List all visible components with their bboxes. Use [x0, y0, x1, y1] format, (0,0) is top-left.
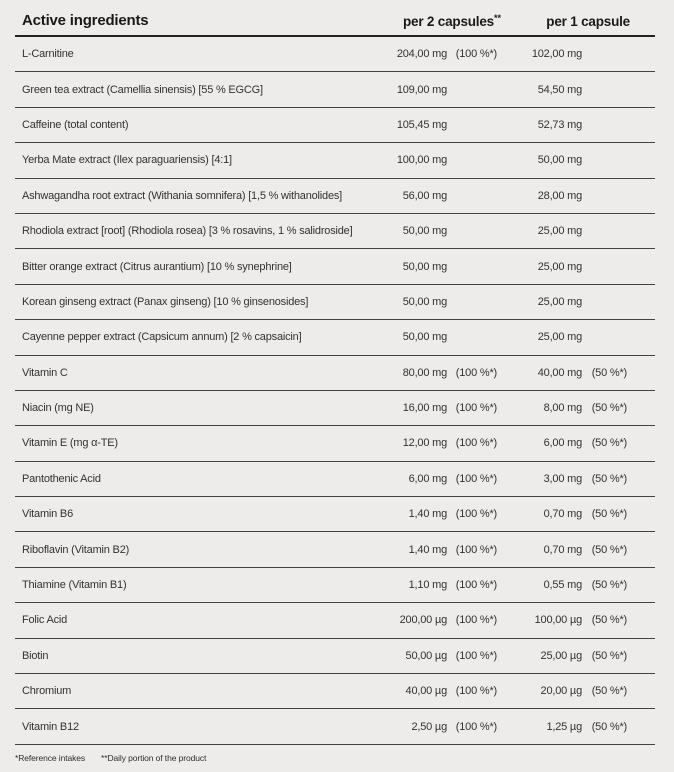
- per1-percent: (50 %*): [591, 402, 627, 415]
- per1-percent: (50 %*): [591, 508, 627, 521]
- per2-percent: (100 %*): [455, 508, 497, 521]
- per2-percent: (100 %*): [455, 614, 497, 627]
- per1-amount: 25,00 mg: [537, 295, 582, 308]
- table-row: [15, 320, 655, 355]
- per2-percent: (100 %*): [455, 579, 497, 592]
- ingredient-name: Korean ginseng extract (Panax ginseng) [10 % ginsenosides]: [22, 295, 309, 308]
- ingredient-name: Ashwagandha root extract (Withania somnifera) [1,5 % withanolides]: [22, 189, 343, 202]
- table-row: [15, 143, 655, 178]
- per2-percent: (100 %*): [455, 472, 497, 485]
- table-row: [15, 356, 655, 391]
- table-row: [15, 214, 655, 249]
- footnotes: [15, 745, 655, 763]
- per2-amount: 50,00 µg: [405, 649, 447, 662]
- per2-amount: 12,00 mg: [402, 437, 447, 450]
- ingredient-name: Biotin: [22, 649, 49, 662]
- ingredient-name: Green tea extract (Camellia sinensis) [55 % EGCG]: [22, 83, 263, 96]
- ingredient-name: Bitter orange extract (Citrus aurantium) [10 % synephrine]: [22, 260, 292, 273]
- table-row: [15, 674, 655, 709]
- per1-amount: 6,00 mg: [543, 437, 582, 450]
- table-title: Active ingredients: [22, 12, 149, 29]
- table-row: [15, 426, 655, 461]
- ingredient-name: Rhodiola extract [root] (Rhodiola rosea) [3 % rosavins, 1 % salidroside]: [22, 225, 353, 238]
- per1-percent: (50 %*): [591, 579, 627, 592]
- per1-amount: 3,00 mg: [543, 472, 582, 485]
- per2-percent: (100 %*): [455, 720, 497, 733]
- ingredient-name: L-Carnitine: [22, 48, 74, 61]
- per1-amount: 1,25 µg: [546, 720, 582, 733]
- per1-percent: (50 %*): [591, 649, 627, 662]
- table-row: [15, 72, 655, 107]
- ingredient-name: Vitamin B6: [22, 508, 73, 521]
- per1-percent: (50 %*): [591, 543, 627, 556]
- ingredient-name: Folic Acid: [22, 614, 68, 627]
- per2-amount: 100,00 mg: [396, 154, 447, 167]
- per1-amount: 100,00 µg: [534, 614, 582, 627]
- per1-amount: 20,00 µg: [540, 685, 582, 698]
- per1-amount: 0,70 mg: [543, 508, 582, 521]
- per1-amount: 102,00 mg: [531, 48, 582, 61]
- ingredient-name: Vitamin C: [22, 366, 68, 379]
- footnote-reference-intakes: *Reference intakes: [15, 752, 86, 763]
- table-row: [15, 603, 655, 638]
- per1-amount: 0,70 mg: [543, 543, 582, 556]
- column-header-per-2-capsules: [361, 13, 501, 29]
- per1-amount: 40,00 mg: [537, 366, 582, 379]
- per1-percent: (50 %*): [591, 614, 627, 627]
- per1-amount: 25,00 mg: [537, 260, 582, 273]
- per2-percent: (100 %*): [455, 366, 497, 379]
- per2-amount: 50,00 mg: [402, 295, 447, 308]
- ingredient-name: Chromium: [22, 685, 72, 698]
- per2-amount: 50,00 mg: [402, 225, 447, 238]
- per2-amount: 56,00 mg: [402, 189, 447, 202]
- per1-amount: 28,00 mg: [537, 189, 582, 202]
- table-header-row: [15, 0, 655, 37]
- per2-amount: 1,40 mg: [408, 543, 447, 556]
- per1-amount: 0,55 mg: [543, 579, 582, 592]
- double-asterisk-superscript: **: [493, 13, 501, 23]
- table-row: [15, 179, 655, 214]
- table-row: [15, 462, 655, 497]
- per2-amount: 80,00 mg: [402, 366, 447, 379]
- per1-percent: (50 %*): [591, 366, 627, 379]
- ingredient-name: Caffeine (total content): [22, 118, 129, 131]
- per2-percent: (100 %*): [455, 649, 497, 662]
- per2-amount: 105,45 mg: [396, 118, 447, 131]
- per1-amount: 25,00 mg: [537, 225, 582, 238]
- per2-amount: 109,00 mg: [396, 83, 447, 96]
- per1-amount: 25,00 µg: [540, 649, 582, 662]
- table-row: [15, 285, 655, 320]
- per2-percent: (100 %*): [455, 437, 497, 450]
- per2-amount: 1,10 mg: [408, 579, 447, 592]
- per1-amount: 8,00 mg: [543, 402, 582, 415]
- per1-percent: (50 %*): [591, 437, 627, 450]
- per2-percent: (100 %*): [455, 402, 497, 415]
- table-row: [15, 532, 655, 567]
- per1-amount: 54,50 mg: [537, 83, 582, 96]
- ingredient-name: Riboflavin (Vitamin B2): [22, 543, 130, 556]
- ingredient-name: Pantothenic Acid: [22, 472, 101, 485]
- column-header-per-1-capsule: per 1 capsule: [546, 14, 630, 29]
- per1-percent: (50 %*): [591, 720, 627, 733]
- per1-percent: (50 %*): [591, 472, 627, 485]
- per-2-capsules-label: per 2 capsules: [402, 14, 494, 29]
- per2-percent: (100 %*): [455, 48, 497, 61]
- table-body: [15, 37, 655, 745]
- per2-amount: 50,00 mg: [402, 331, 447, 344]
- ingredient-name: Vitamin E (mg α-TE): [22, 437, 118, 450]
- table-row: [15, 497, 655, 532]
- per2-amount: 40,00 µg: [405, 685, 447, 698]
- table-row: [15, 568, 655, 603]
- per1-amount: 52,73 mg: [537, 118, 582, 131]
- ingredient-name: Thiamine (Vitamin B1): [22, 579, 127, 592]
- ingredient-name: Niacin (mg NE): [22, 402, 94, 415]
- per2-amount: 16,00 mg: [402, 402, 447, 415]
- per2-amount: 50,00 mg: [402, 260, 447, 273]
- table-row: [15, 37, 655, 72]
- per1-amount: 50,00 mg: [537, 154, 582, 167]
- per2-amount: 6,00 mg: [408, 472, 447, 485]
- per2-percent: (100 %*): [455, 543, 497, 556]
- table-row: [15, 639, 655, 674]
- ingredient-name: Cayenne pepper extract (Capsicum annum) [2 % capsaicin]: [22, 331, 302, 344]
- per2-amount: 2,50 µg: [411, 720, 447, 733]
- table-row: [15, 709, 655, 744]
- per1-amount: 25,00 mg: [537, 331, 582, 344]
- per2-amount: 1,40 mg: [408, 508, 447, 521]
- per2-amount: 200,00 µg: [399, 614, 447, 627]
- ingredient-name: Vitamin B12: [22, 720, 79, 733]
- table-row: [15, 249, 655, 284]
- table-row: [15, 108, 655, 143]
- per1-percent: (50 %*): [591, 685, 627, 698]
- per2-amount: 204,00 mg: [396, 48, 447, 61]
- active-ingredients-table: [15, 0, 655, 763]
- table-row: [15, 391, 655, 426]
- per2-percent: (100 %*): [455, 685, 497, 698]
- ingredient-name: Yerba Mate extract (Ilex paraguariensis) [4:1]: [22, 154, 232, 167]
- footnote-daily-portion: **Daily portion of the product: [101, 752, 207, 763]
